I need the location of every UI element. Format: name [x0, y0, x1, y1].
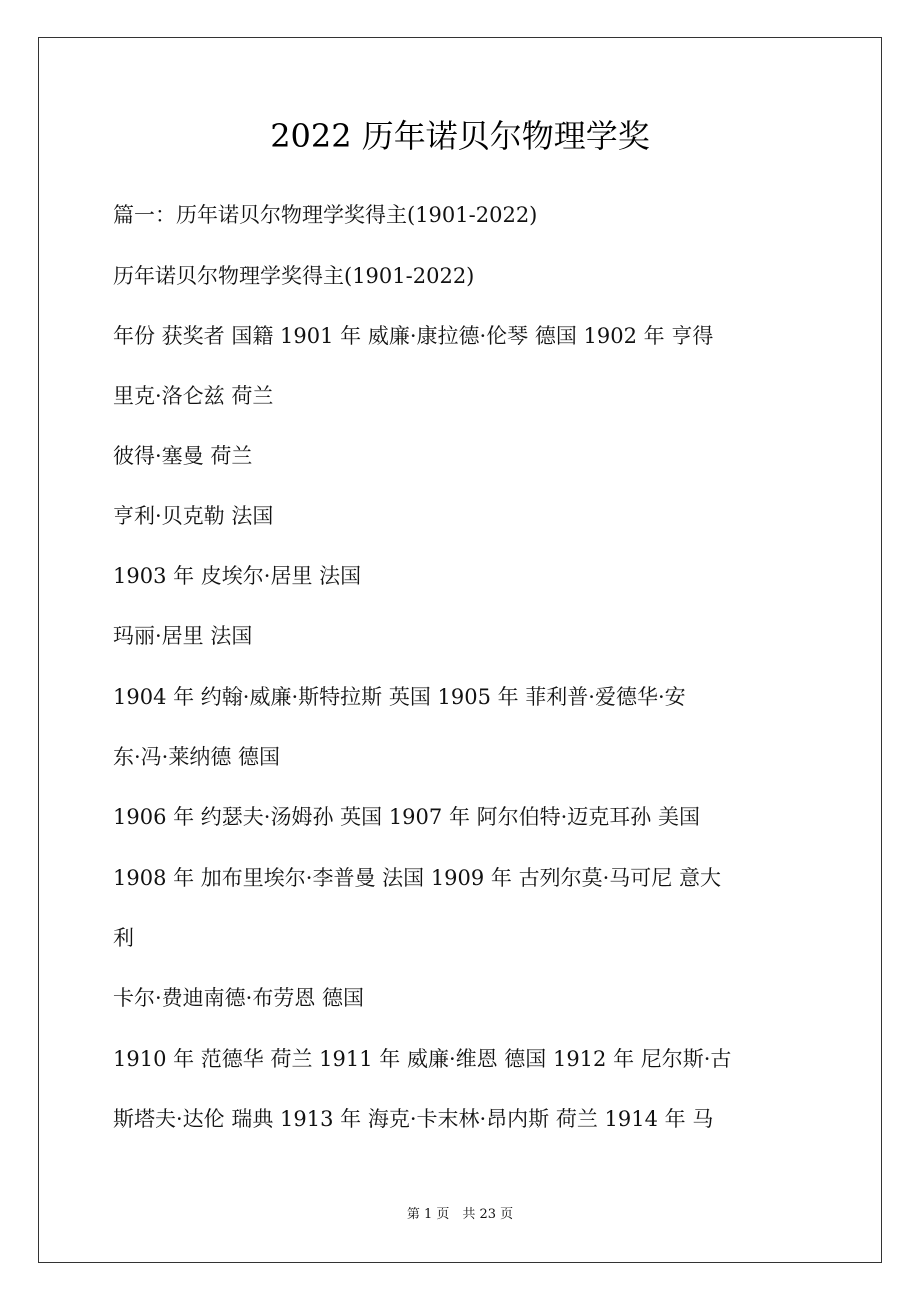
page-footer: 第 1 页 共 23 页 — [406, 1207, 514, 1222]
text-line-4: 里克·洛仑兹 荷兰 — [113, 384, 274, 408]
text-line-7: 1903 年 皮埃尔·居里 法国 — [113, 564, 362, 588]
text-line-8: 玛丽·居里 法国 — [113, 624, 253, 648]
text-line-3: 年份 获奖者 国籍 1901 年 威廉·康拉德·伦琴 德国 1902 年 亨得 — [113, 324, 714, 348]
text-line-10: 东·冯·莱纳德 德国 — [113, 745, 281, 769]
text-line-13: 利 — [113, 926, 134, 950]
text-line-16: 斯塔夫·达伦 瑞典 1913 年 海克·卡末林·昂内斯 荷兰 1914 年 马 — [113, 1107, 714, 1131]
text-line-1: 篇一：历年诺贝尔物理学奖得主(1901-2022) — [113, 203, 538, 227]
text-line-11: 1906 年 约瑟夫·汤姆孙 英国 1907 年 阿尔伯特·迈克耳孙 美国 — [113, 805, 700, 829]
document-title: 2022 历年诺贝尔物理学奖 — [270, 117, 650, 155]
text-line-9: 1904 年 约翰·威廉·斯特拉斯 英国 1905 年 菲利普·爱德华·安 — [113, 685, 686, 709]
text-line-6: 亨利·贝克勒 法国 — [113, 504, 274, 528]
text-line-12: 1908 年 加布里埃尔·李普曼 法国 1909 年 古列尔莫·马可尼 意大 — [113, 866, 721, 890]
text-line-5: 彼得·塞曼 荷兰 — [113, 444, 253, 468]
text-line-14: 卡尔·费迪南德·布劳恩 德国 — [113, 986, 365, 1010]
text-line-15: 1910 年 范德华 荷兰 1911 年 威廉·维恩 德国 1912 年 尼尔斯·古 — [113, 1047, 732, 1071]
text-line-2: 历年诺贝尔物理学奖得主(1901-2022) — [113, 264, 475, 288]
